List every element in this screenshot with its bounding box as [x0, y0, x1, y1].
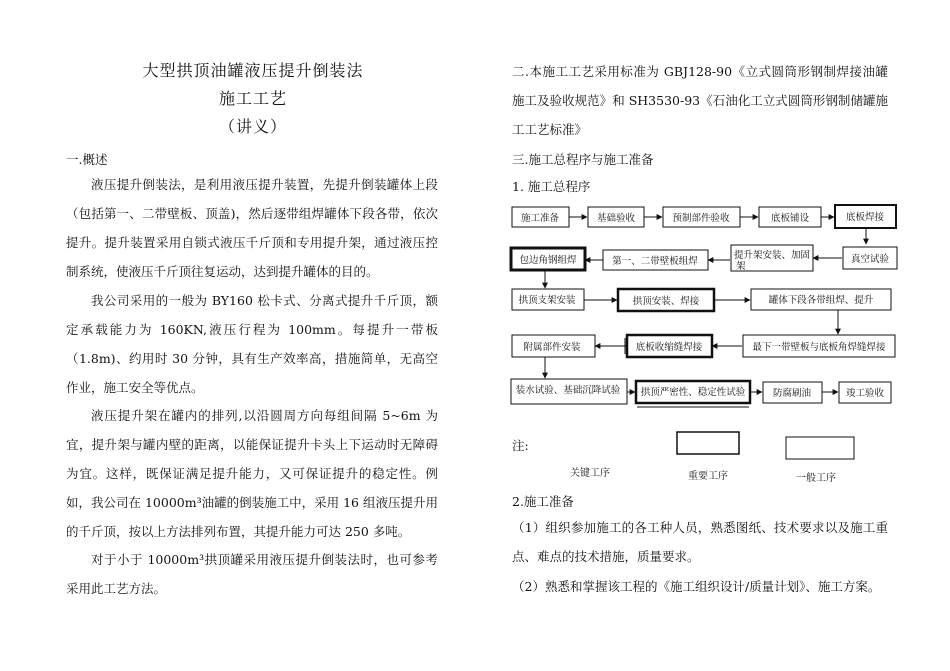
- legend-box-general: [786, 437, 854, 459]
- overview-paragraph-3: 液压提升架在罐内的排列,以沿圆周方向每组间隔 5~6m 为宜，提升架与罐内壁的距离，以能保证提升卡头上下运动时无障碍为宜。这样，既保证满足提升能力，又可保证提升的稳定性。例如，我公司在 10000m³油罐的倒装施工中，采用 16 组液压提升用的千斤顶，按以上方法排列布置，其提升能力可达 250 多吨。: [66, 408, 438, 539]
- flow-label-roof-tightness: 拱顶严密性、稳定性试验: [640, 387, 746, 398]
- flow-label-bottom-corner-weld: 最下一带壁板与底板角焊缝焊接: [752, 342, 886, 353]
- overview-paragraph-4: 对于小于 10000m³拱顶罐采用液压提升倒装法时，也可参考采用此工艺方法。: [66, 552, 438, 596]
- legend-box-important: [677, 432, 739, 454]
- flow-label-curb-angle: 包边角钢组焊: [519, 255, 577, 266]
- legend-note-label: 注:: [512, 438, 529, 453]
- flow-label-roof-install: 拱顶安装、焊接: [632, 296, 700, 307]
- flow-label-lower-shell: 罐体下段各带组焊、提升: [768, 295, 874, 306]
- flow-label-shrink-weld: 底板收缩缝焊接: [635, 342, 703, 353]
- flow-label-water-test: 装水试验、基础沉降试验: [515, 385, 621, 396]
- overview-paragraph-1: 液压提升倒装法，是利用液压提升装置，先提升倒装罐体上段（包括第一、二带壁板、顶盖)，然后逐带组焊罐体下段各带，依次提升。提升装置采用自锁式液压千斤顶和专用提升架，通过液压控制系统，使液压千斤顶往复运动，达到提升罐体的目的。: [66, 177, 438, 279]
- flow-label-vacuum-test: 真空试验: [850, 254, 890, 265]
- flow-label-bottom-welding: 底板焊接: [845, 212, 885, 223]
- flow-label-roof-support: 拱顶支架安装: [518, 295, 576, 306]
- subsection-construction-prep: 2.施工准备: [512, 494, 574, 509]
- standards-paragraph: 二.本施工工艺采用标准为 GBJ128-90《立式圆筒形钢制焊接油罐施工及验收规范》和 SH3530-93《石油化工立式圆筒形钢制储罐施工工艺标准》: [512, 64, 888, 137]
- section-overview-heading: 一.概述: [66, 152, 108, 167]
- overview-paragraph-2: 我公司采用的一般为 BY160 松卡式、分离式提升千斤顶，额定承载能力为 160KN,液压行程为 100mm。每提升一带板（1.8m)、约用时 30 分钟，具有生产效率高，措施简单，无高空作业，施工安全等优点。: [66, 293, 438, 395]
- flow-label-construction-prep: 施工准备: [520, 213, 560, 224]
- doc-subtitle-note: （讲义）: [218, 117, 287, 136]
- flow-label-anticorrosion: 防腐刷油: [772, 388, 812, 399]
- legend-label-key: 关键工序: [570, 468, 610, 479]
- flow-label-foundation-acceptance: 基础验收: [596, 213, 636, 224]
- prep-item-1: （1）组织参加施工的各工种人员，熟悉图纸、技术要求以及施工重点、难点的技术措施，质量要求。: [512, 520, 888, 564]
- doc-title: 大型拱顶油罐液压提升倒装法: [142, 61, 364, 80]
- flow-label-lift-frame-tail: 架: [736, 261, 746, 272]
- flow-label-lift-frame: 提升架安装、加固: [734, 250, 811, 261]
- flow-label-completion: 竣工验收: [845, 388, 885, 399]
- subsection-overall-procedure: 1. 施工总程序: [512, 179, 591, 194]
- flow-label-accessories: 附属部件安装: [523, 342, 581, 353]
- flow-label-bottom-laying: 底板铺设: [770, 213, 810, 224]
- prep-item-2: （2）熟悉和掌握该工程的《施工组织设计/质量计划》、施工方案。: [512, 579, 881, 594]
- legend-label-general: 一般工序: [796, 473, 836, 484]
- flow-label-shell-1-2: 第一、二带壁板组焊: [612, 256, 698, 267]
- legend-label-important: 重要工序: [688, 471, 728, 482]
- flow-label-prefab-acceptance: 预制部件验收: [672, 213, 730, 224]
- doc-subtitle: 施工工艺: [218, 89, 287, 108]
- section-procedure-heading: 三.施工总程序与施工准备: [512, 152, 654, 167]
